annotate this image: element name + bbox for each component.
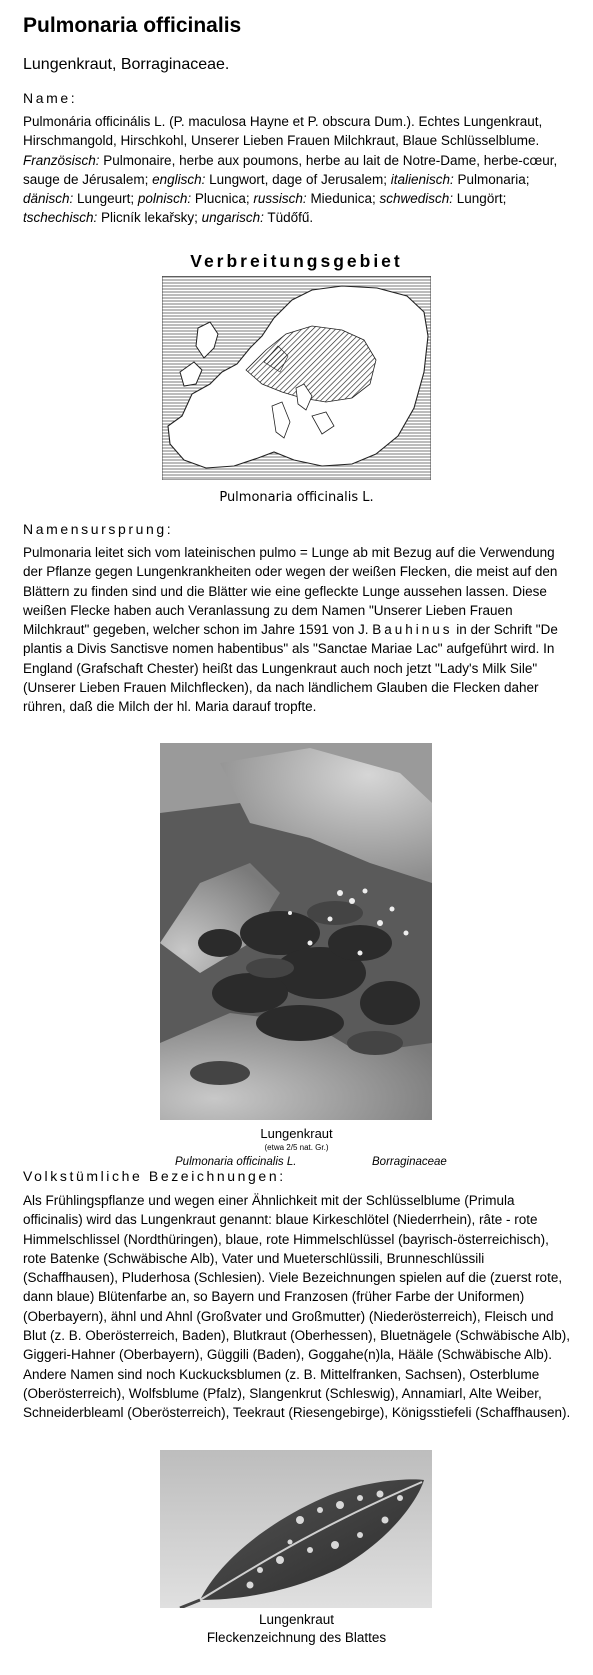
folk-names-paragraph: Als Frühlingspflanze und wegen einer Ähnlichkeit mit der Schlüsselblume (Primula officinalis) wird das Lungenkraut genannt: blaue Kirkeschlötel (Niederrhein), râte - rote Himmelschlissel (Nordthüringen), blaue, rote Himmelschlüssel (bayrisch-österreichisch), rote Batenke (Schwäbische Alb), Vater und Mueterschlüssili, Brunneschlüssili (Schaffhausen), Pluderhosa (Schlesien). Viele Bezeichnungen spielen auf die (zuerst rote, dann blaue) Blütenfarbe an, so Bayern und Franzosen (früher Farbe der Uniformen) (Oberbayern), ähnl und Ahnl (Großvater und Großmutter) (Niederösterreich), Fleisch und Blut (z. B. Oberösterreich, Baden), Blutkraut (Oberhessen), Bluetnägele (Schwäbische Alb), Giggeri-Hahner (Oberbayern), Güggili (Baden), Goggahe(n)la, Hääle (Schwäbische Alb). Andere Namen sind noch Kuckucksblumen (z. B. Mittelfranken, Sachsen), Osterblume (Oberösterreich), Wolfsblume (Pfalz), Slangenkrut (Schleswig), Annamiarl, Alte Weiber, Schneiderbleaml (Oberösterreich), Teekraut (Riesengebirge), Königsstiefeli (Schaffhausen). [23,1193,571,1421]
origin-text-b: in der Schrift "De plantis a Divis Sanctisve nomen habentibus" als "Sanctae Mariae Lac" aufgeführt wird. In England (Grafschaft Chester) heißt das Lungenkraut auch noch jetzt "Lady's Milk Sile" (Unserer Lieben Frauen Milchflecken), da nach ländlichem Glauben die Flecken daher rühren, daß die Milch der hl. Maria darauf tropfte. [23,622,558,715]
map-caption: Pulmonaria officinalis L. [219,490,374,505]
lang-text-da: Lungeurt; [73,191,138,207]
lang-text-fr: Pulmonaire, herbe aux poumons, herbe au lait de Notre-Dame, herbe-cœur, sauge de Jérusalem; [23,152,558,187]
photo-caption-family: Borraginaceae [372,1156,447,1168]
lang-label-fr: Französisch: [23,152,100,168]
lang-label-sv: schwedisch: [379,191,454,207]
page-title: Pulmonaria officinalis [23,14,242,37]
photo-caption-name: Lungenkraut [260,1126,333,1141]
name-heading: Name: [23,90,78,106]
origin-paragraph [23,543,571,717]
lang-label-hu: ungarisch: [201,210,264,226]
name-paragraph [23,112,571,228]
lang-label-pl: polnisch: [137,191,192,207]
lang-label-en: englisch: [152,171,206,187]
lang-text-cs: Plicník lekařsky; [97,210,202,226]
lang-text-hu: Tüdőfű. [263,210,314,226]
origin-heading: Namensursprung: [23,521,174,537]
distribution-heading: Verbreitungsgebiet [190,251,403,271]
lang-label-it: italienisch: [390,171,454,187]
page-subtitle: Lungenkraut, Borraginaceae. [23,56,230,73]
lang-text-pl: Plucnica; [191,191,254,207]
leaf-photo [160,1450,432,1608]
lang-text-it: Pulmonaria; [453,171,530,187]
plant-photo [160,743,432,1120]
author-name: Bauhinus [372,622,453,638]
photo-caption-scale: (etwa 2/5 nat. Gr.) [264,1143,329,1152]
latin-names: Pulmonária officinális L. (P. maculosa Hayne et P. obscura Dum.). Echtes Lungenkraut, Hirschmangold, Hirschkohl, Unserer Lieben Frauen Milchkraut, Blaue Schlüsselblume. [23,114,543,149]
lang-label-da: dänisch: [23,191,74,207]
lang-text-sv: Lungört; [453,191,507,207]
origin-text-a: Pulmonaria leitet sich vom lateinischen pulmo = Lunge ab mit Bezug auf die Verwendung der Pflanze gegen Lungenkrankheiten oder wegen der weißen Flecken, die meist auf den Blättern zu finden sind und die Blätter wie eine gefleckte Lunge aussehen lassen. Diese weißen Flecke haben auch Veranlassung zu dem Namen "Unserer Lieben Frauen Milchkraut" gegeben, welcher schon im Jahre 1591 von J. [23,545,558,638]
distribution-map [162,276,431,480]
lang-text-en: Lungwort, dage of Jerusalem; [205,171,391,187]
lang-text-ru: Miedunica; [306,191,380,207]
lang-label-cs: tschechisch: [23,210,98,226]
photo-caption-latin: Pulmonaria officinalis L. [175,1156,297,1168]
leaf-caption-desc: Fleckenzeichnung des Blattes [206,1630,387,1645]
leaf-caption-name: Lungenkraut [258,1612,335,1627]
folk-names-heading: Volkstümliche Bezeichnungen: [23,1168,286,1184]
lang-label-ru: russisch: [253,191,307,207]
